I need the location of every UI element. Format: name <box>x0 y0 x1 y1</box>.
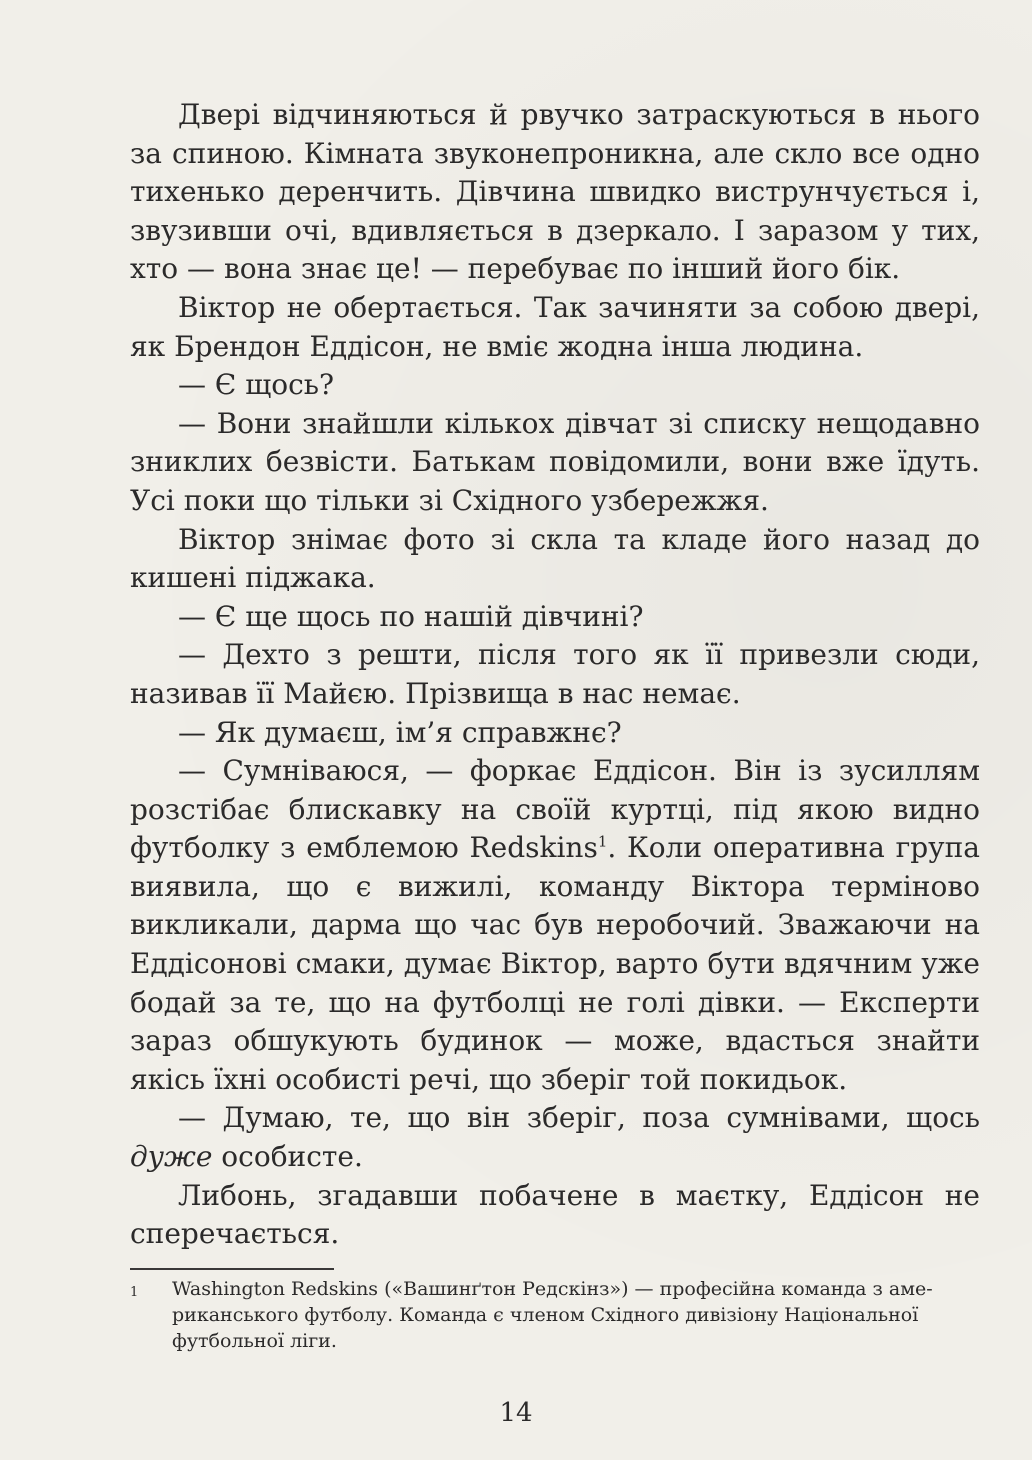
footnote-line: риканського футболу. Команда є членом Східного дивізіону Національної <box>172 1304 919 1326</box>
dialogue-text: — Думаю, те, що він зберіг, поза сумнівами, щось <box>178 1101 980 1135</box>
dialogue-line <box>130 1099 980 1176</box>
footnote-line: футбольної ліги. <box>172 1330 337 1352</box>
dialogue-text: — Сумніваюся, — форкає Еддісон. Він із зусиллям розстібає блискавку на своїй куртці, під якою видно футболку з емблемою Redskins <box>130 754 980 865</box>
dialogue-text: особисте. <box>212 1140 363 1174</box>
dialogue-line: — Вони знайшли кількох дівчат зі списку нещодавно зниклих безвісти. Батькам повідомили, вони вже їдуть. Усі поки що тільки зі Східного узбережжя. <box>130 406 980 517</box>
paragraph: Двері відчиняються й рвучко затраскуються в нього за спиною. Кімната звуконепроникна, але скло все одно тихенько деренчить. Дівчина швидко виструнчується і, звузивши очі, вдивляється в дзеркало. І заразом у тих, хто — вона знає це! — перебуває по інший його бік. <box>130 98 980 286</box>
main-text <box>130 96 980 1254</box>
dialogue-line <box>130 752 980 1099</box>
dialogue-text: . Коли оперативна група виявила, що є вижилі, команду Віктора терміново викликали, дарма що час був неробочий. Зважаючи на Еддісонові смаки, думає Віктор, варто бути вдячним уже бодай за те, що на футболці не голі дівки. — Експерти зараз обшукують будинок — може, вдасться знайти якісь їхні особисті речі, що зберіг той покидьок. <box>130 831 980 1096</box>
dialogue-line: — Дехто з решти, після того як її привезли сюди, називав її Майєю. Прізвища в нас немає. <box>130 638 980 710</box>
footnote-line: Washington Redskins («Вашинґтон Редскінз») — професійна команда з аме- <box>172 1278 933 1300</box>
dialogue-line: — Є щось? <box>178 368 335 402</box>
footnote-reference: 1 <box>597 832 608 851</box>
dialogue-line: — Є ще щось по нашій дівчині? <box>178 599 644 633</box>
paragraph: Віктор не обертається. Так зачиняти за собою двері, як Брендон Еддісон, не вміє жодна інша людина. <box>130 290 980 363</box>
paragraph: Віктор знімає фото зі скла та кладе його назад до кишені піджака. <box>130 522 980 595</box>
paragraph: Либонь, згадавши побачене в маєтку, Еддісон не сперечається. <box>130 1178 980 1251</box>
footnote-text <box>172 1276 980 1354</box>
footnote-separator <box>130 1268 334 1270</box>
footnote <box>130 1276 980 1354</box>
footnote-mark: 1 <box>130 1285 139 1300</box>
page-number: 14 <box>499 1398 533 1428</box>
dialogue-line: — Як думаєш, ім’я справжнє? <box>178 715 622 749</box>
emphasized-word: дуже <box>130 1140 213 1174</box>
